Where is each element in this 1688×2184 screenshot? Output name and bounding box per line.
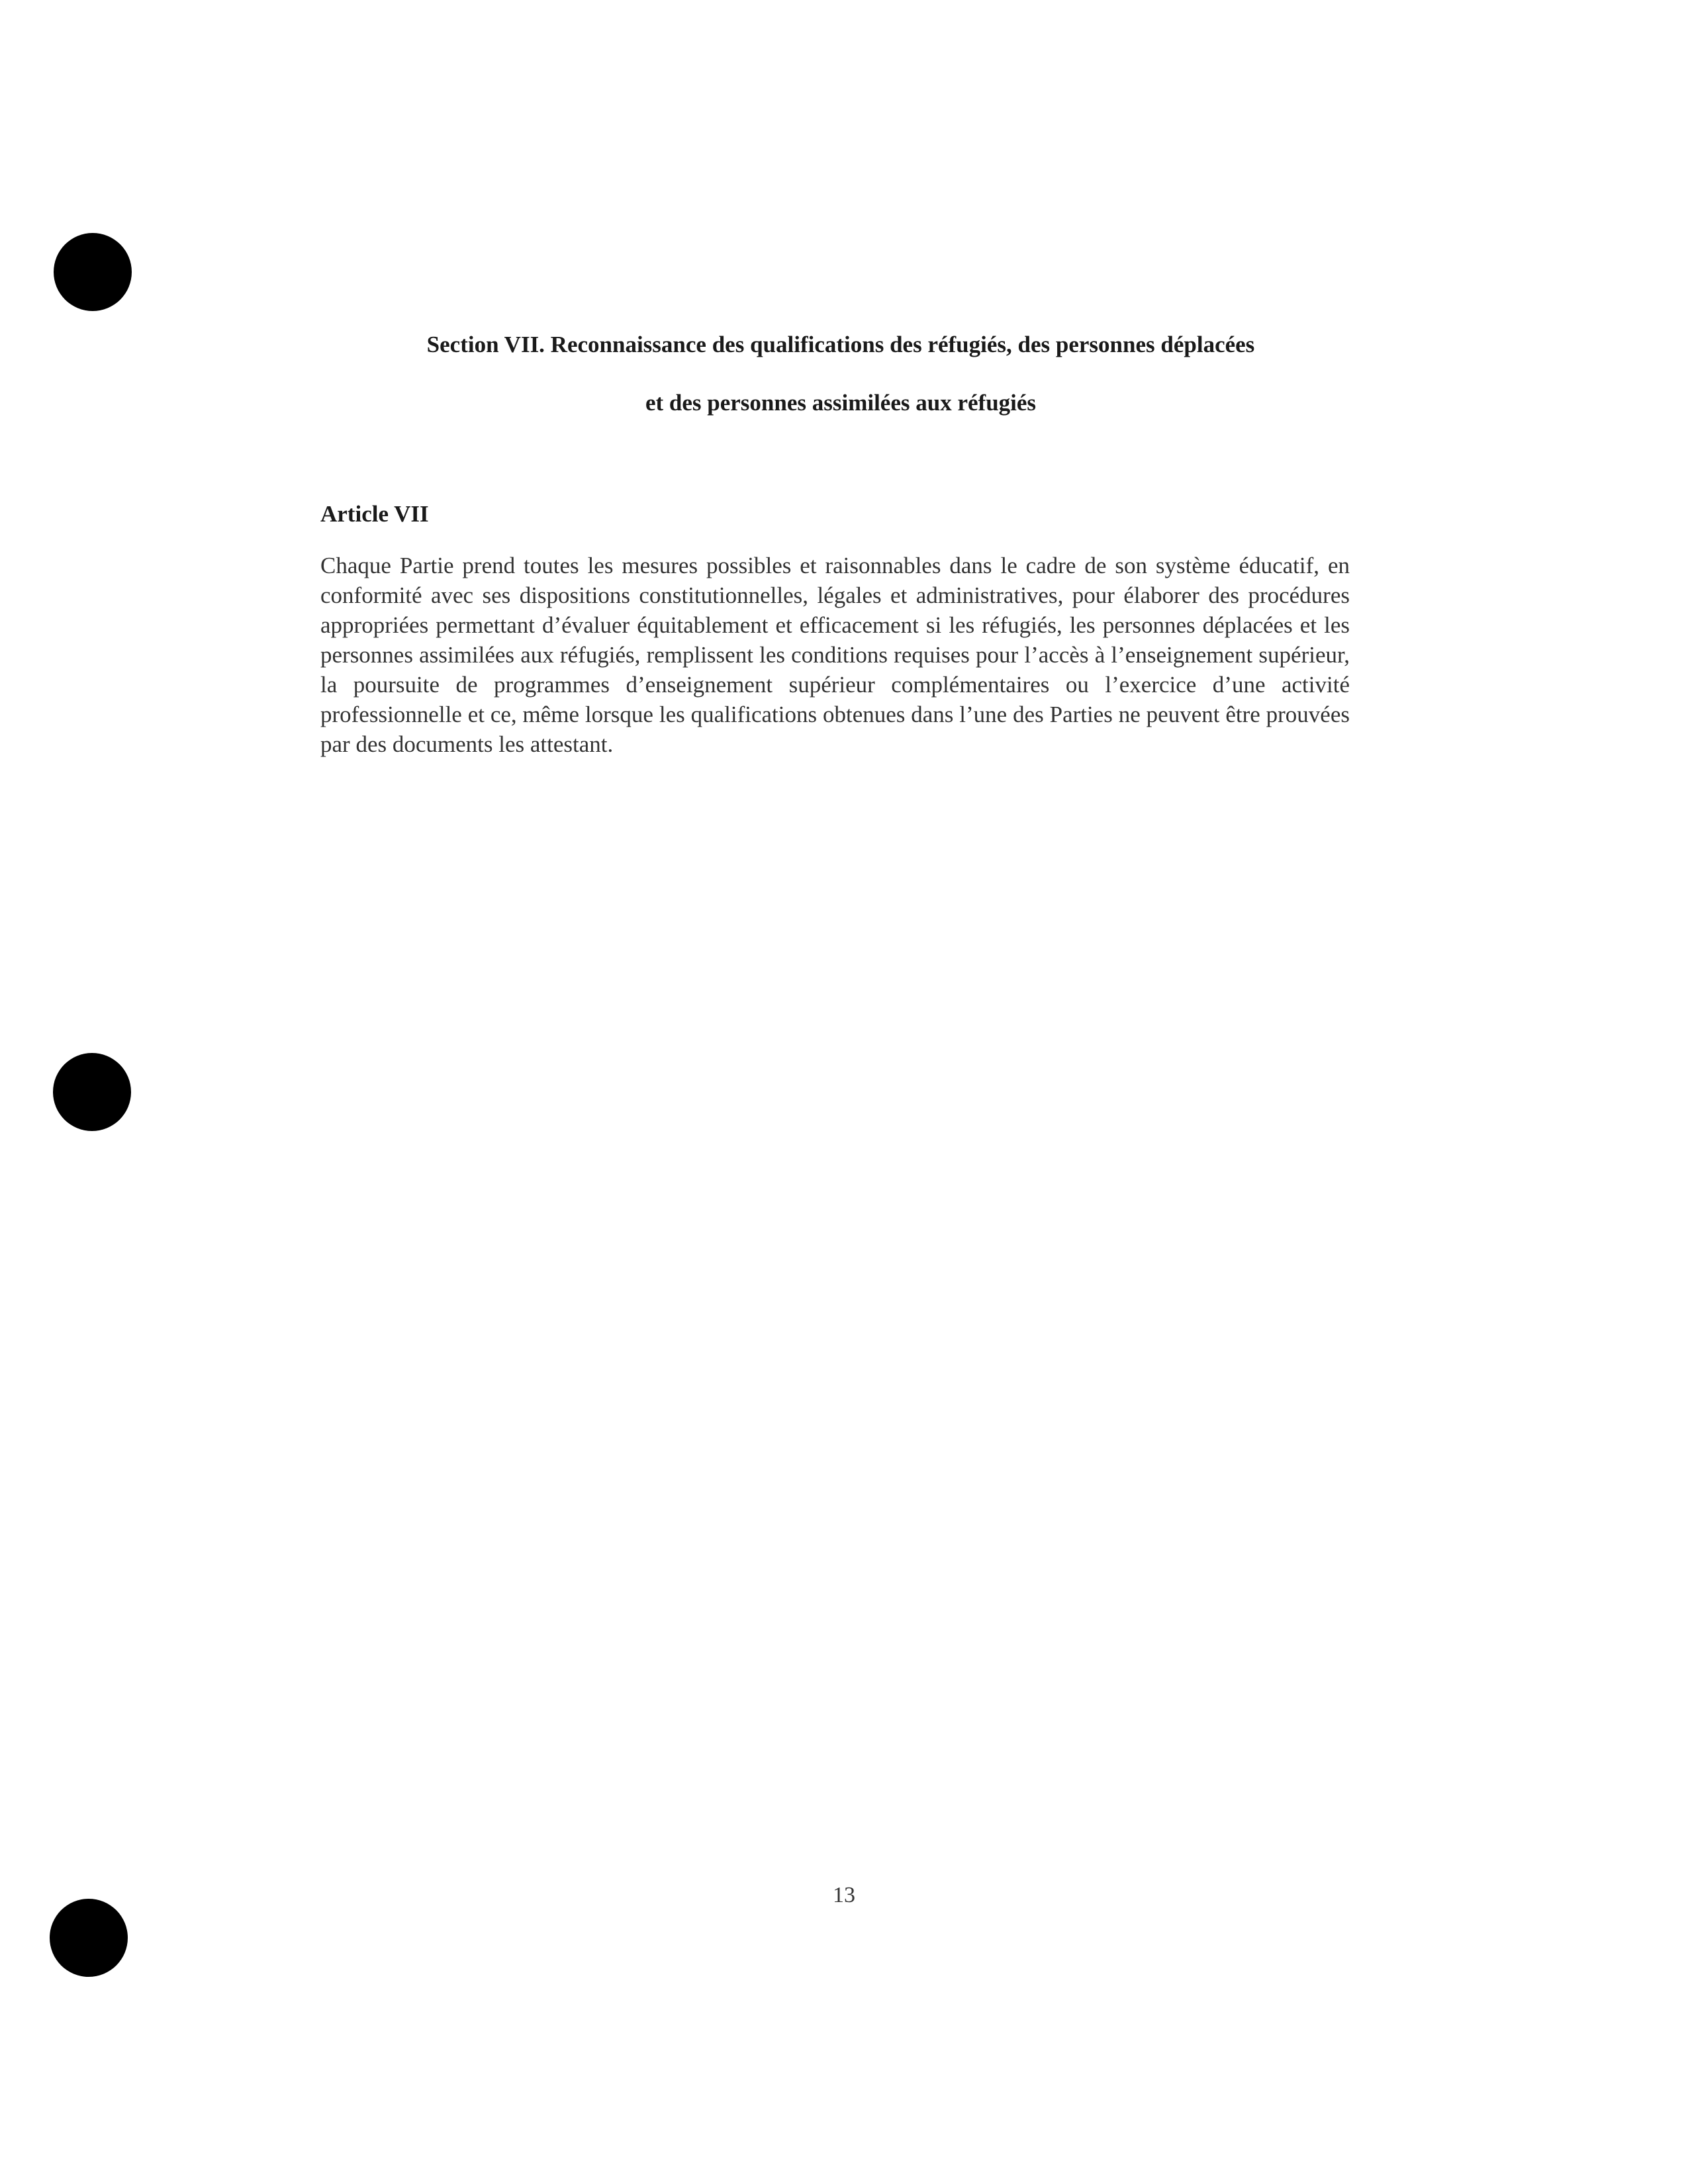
article-heading: Article VII	[320, 501, 429, 527]
section-title-line-2: et des personnes assimilées aux réfugiés	[645, 390, 1037, 416]
page-number: 13	[833, 1883, 855, 1907]
binder-hole-bottom	[50, 1899, 128, 1977]
binder-hole-top	[54, 233, 132, 311]
binder-hole-middle	[53, 1053, 131, 1131]
section-title-line-1: Section VII. Reconnaissance des qualifications des réfugiés, des personnes déplacées	[426, 332, 1255, 357]
article-body: Chaque Partie prend toutes les mesures possibles et raisonnables dans le cadre de son système éducatif, en conformité avec ses dispositions constitutionnelles, légales et administratives, pour élaborer des procédures appropriées permettant d’évaluer équitablement et efficacement si les réfugiés, les personnes déplacées et les personnes assimilées aux réfugiés, remplissent les conditions requises pour l’accès à l’enseignement supérieur, la poursuite de programmes d’enseignement supérieur complémentaires ou l’exercice d’une activité professionnelle et ce, même lorsque les qualifications obtenues dans l’une des Parties ne peuvent être prouvées par des documents les attestant.	[320, 553, 1350, 757]
